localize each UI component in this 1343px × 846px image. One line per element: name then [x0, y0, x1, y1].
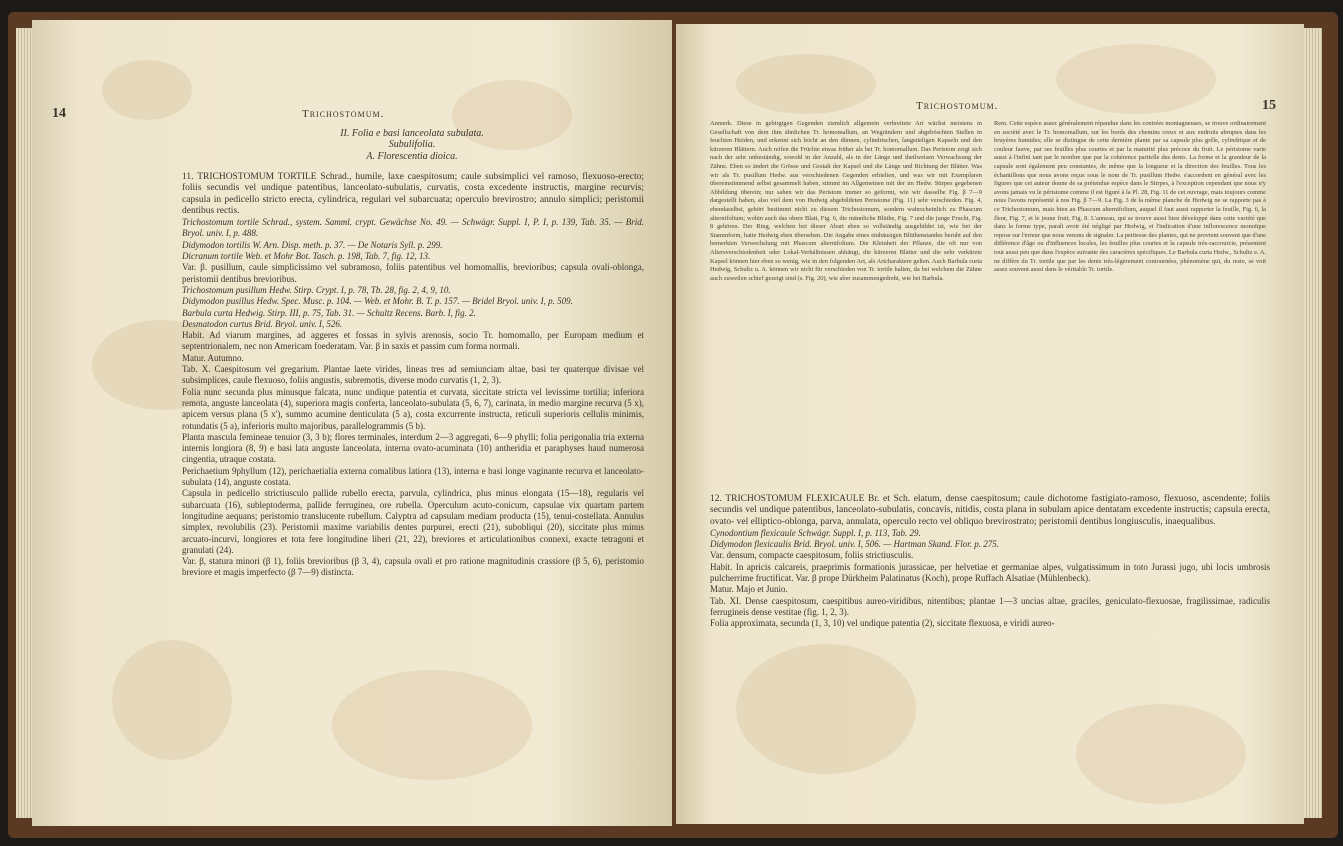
synonym: Barbula curta Hedwig. Stirp. III, p. 75, Tab. 31. — Schultz Recens. Barb. I, fig. 2.: [182, 307, 476, 318]
left-page-body: [182, 128, 642, 162]
plate-paragraph: Tab. X. Caespitosum vel gregarium. Plantae laete virides, lineas tres ad semiunciam altae, basi ter quaterque divisae vel subsimplices, caule flexuoso, foliis angustis, subremotis, diverse modo curvatis (1, 2, 3).: [182, 364, 644, 386]
page-edges-right: [1304, 28, 1322, 818]
running-head: Trichostomum.: [302, 108, 385, 120]
synonym: Didymodon tortilis W. Arn. Disp. meth. p. 37. — De Notaris Syll. p. 299.: [182, 239, 443, 250]
habitat-paragraph: Habit. In apricis calcareis, praeprimis formationis jurassicae, per helvetiae et germaniae alpes, vulgatissimum in toto Jurassi jugo, ubi locis umbrosis pulcherrime fructificat. Var. β prope Dürkheim Palatinatus (Koch), prope Ruffach Alsatiae (Mühlenbeck).: [710, 561, 1270, 584]
right-page-text: [710, 494, 1270, 630]
left-page-text: [182, 172, 644, 579]
foxing-stain: [736, 644, 916, 774]
synonym: Desmatodon curtus Brid. Bryol. univ. I, 526.: [182, 318, 343, 329]
foxing-stain: [1056, 44, 1216, 114]
synonym: Trichostomum tortile Schrad., system. Samml. crypt. Gewächse No. 49. — Schwägr. Suppl. I, P. I, p. 139, Tab. 35. — Brid. Bryol. univ. I, p. 488.: [182, 217, 644, 239]
foxing-stain: [112, 640, 232, 760]
right-page: [676, 24, 1304, 824]
species-description: 11. TRICHOSTOMUM TORTILE Schrad., humile, laxe caespitosum; caule subsimplici vel ramoso, flexuoso-erecto; foliis secundis vel undique patentibus, lanceolato-subulatis, curvatis, costa excedente instructis, margine recurvis; capsula in pedicello stricto erecta, cylindrica, regulari vel subarcuata; operculo brevirostro; annulo simplici; peristomii dentibus rectis.: [182, 172, 644, 216]
synonym: Didymodon flexicaulis Brid. Bryol. univ. I, 506. — Hartman Skand. Flor. p. 275.: [710, 539, 1000, 550]
synonym: Dicranum tortile Web. et Mohr Bot. Tasch. p. 198, Tab. 7, fig. 12, 13.: [182, 251, 431, 262]
foxing-stain: [102, 60, 192, 120]
foxing-stain: [332, 670, 532, 780]
variety-description: Var. β. pusillum, caule simplicissimo vel subramoso, foliis patentibus vel homomallis, brevioribus; capsula ovali-oblonga, peristomii dentibus brevioribus.: [182, 262, 644, 284]
synonym: Didymodon pusillus Hedw. Spec. Musc. p. 104. — Web. et Mohr. B. T. p. 157. — Bridel Bryol. univ. I, p. 509.: [182, 296, 573, 307]
subsection-title: A. Florescentia dioica.: [366, 150, 458, 162]
running-head: Trichostomum.: [916, 100, 999, 112]
maturity-line: Matur. Autumno.: [182, 352, 244, 363]
habitat-paragraph: Habit. Ad viarum margines, ad aggeres et fossas in sylvis arenosis, socio Tr. homomallo, per Europam medium et septentrionalem, nec non Americam foederatam. Var. β in saxis et passim cum forma normali.: [182, 330, 644, 352]
section-subtitle: Subulifolia.: [388, 139, 436, 151]
french-remarks-column: Rem. Cette espèce assez généralement répandue dans les contrées montagneuses, se trouve ordinairement en société avec le Tr. homomallum, sur les bords des chemins creux et aux endroits abruptes dans les bruyères humides; elle se distingue de cette dernière plante par sa capsule plus grêle, cylindrique et de couleur fauve, par ses feuilles plus courtes et par la maturité plus précoce du fruit. Le péristome varie aussi à l'infini tant par le nombre que par la cohérence partielle des dents. La forme et la grandeur de la capsule sont également peu constantes, de même que la longueur et la direction des feuilles. Tous les échantillons que nous avons reçus sous le nom de Tr. pusillum Hedw. s'accordent en général avec les figures que cet auteur donne de sa prétendue espèce dans le Stirpes, à l'exception cependant que nous n'y avons jamais vu le péristome comme il est figuré à la Pl. 28, Fig. 11 de cet ouvrage, mais toujours comme nous l'avons représenté à nos Fig. β 7—9. La Fig. 3 de la même planche de Hedwig ne se rapporte pas à ce Trichostomum, mais bien au Phascum alternifolium, auquel il faut aussi rapporter la feuille, Fig. 6, la fleur, Fig. 7, et le jeune fruit, Fig. 8. L'anneau, qui se trouve aussi bien développé dans cette variété que dans la forme type, paraît avoir été négligé par Hedwig, et l'indication d'une inflorescence monoïque repose sur l'erreur que nous venons de signaler. La petitesse des plantes, qui ne provient souvent que d'une différence d'âge ou d'influences locales, les feuilles plus courtes et la capsule très-raccourcie, présentent tout aussi peu que dans l'espèce suivante des caractères spécifiques. Le Barbula curta Hedw., Schultz e. A. ne diffère du Tr. tortile que par les dents très-légèrement contournées, phénomène qui, du reste, se voit assez souvent aussi dans le véritable Tr. tortile.: [994, 120, 1266, 274]
foxing-stain: [736, 54, 876, 114]
variety-description: Var. densum, compacte caespitosum, foliis strictiusculis.: [710, 550, 914, 561]
male-plant-paragraph: Planta mascula femineae tenuior (3, 3 b); flores terminales, interdum 2—3 aggregati, 6—9 phylli; folia perigonalia tria externa internis longiora (8, 9) e basi lata anguste lanceolata, interna ovato-acuminata (10) antheridia et paraphyses haud numerosa cingentia, utraque costata.: [182, 431, 644, 465]
capsule-paragraph: Capsula in pedicello strictiusculo pallide rubello erecta, parvula, cylindrica, plus minus elongata (15—18), regularis vel subarcuata (16), subleptoderma, pallide ferruginea, ore rubella. Operculum acuto-conicum, capsulae vix quartam partem longitudine aequans; peristomio translucente rubellum. Calyptra ad capsulam mediam producta (15), tenui-costellata. Annulus simplex, revolubilis (23). Peristomii maxime variabilis dentes purpurei, erecti (21), subobliqui (20), siccitate plus minus arcuato-incurvi, longiores et tota fere longitudine liberi (21, 22), breviores et articulationibus connexi, exacte tetragoni et granulati (24).: [182, 488, 644, 555]
german-remarks-column: Anmerk. Diese in gebirgigen Gegenden ziemlich allgemein verbreitete Art wächst meistens in Gesellschaft von dem ihm ähnlichen Tr. homomallum, an Wegrändern und abgeböschten Stellen in feuchten Heiden, und erkennt sich leicht an den dünnen, cylindrischen, langstieligen Kapseln und den kürzeren Blättern. Auch reifen die Früchte etwas früher als bei Tr. homomallum. Das Peristom zeigt sich nach der sehr unbeständig, sowohl in der Anzahl, als in der Länge und theilweisen Verwachsung der Zähne. Eben so ändert die Grösse und Gestalt der Kapsel und die Länge und Richtung der Blätter. Was wir als Tr. pusillum Hedw. aus verschiedenen Gegenden erhielten, und was wir mit Exemplaren übereinstimmend selbst gesammelt haben, stimmt im Allgemeinen mit der im Hedw. Stirpes gegebenen Abbildung überein; nur sahen wir das Peristom immer so geformt, wie wir dasselbe Fig. β 7—9 dargestellt haben, also viel dem von Hedwig abgebildeten Peristome (Fig. 11) sehr verschieden. Fig. 4, ebendaselbst, gehört bestimmt nicht zu diesem Trichostomum, sondern wahrscheinlich zu Phascum alternifolium; wohin auch das obere Blatt, Fig. 6, die männliche Blüthe, Fig. 7 und die junge Frucht, Fig. 8 gehören. Der Ring, welchen bei dieser Abart eben so vollständig ausgebildet ist, wie bei der Stammform, hatte Hedwig eben übersehen. Die Angabe eines einhäusigen Blüthenstandes beruht auf den bemerkten Verwechslung mit Phascum alternifolium. Die Kleinheit der Pflanze, die oft nur von Altersverschiedenheit oder Lokal-Verhältnissen abhängt, die kürzeren Blätter und die sehr verkürzte Kapsel können hier eben so wenig, wie in den folgenden Art, als Artcharaktere gelten. Auch Barbula curta Hedwig, Schultz u. A. können wir nicht für verschieden von Tr. tortile halten, da bei welchem die Zähne auch zuweilen schief gezeigt sind (s. Fig. 20), wie aber zusammengedreht, wie bei Barbula.: [710, 120, 982, 282]
leaves-paragraph: Folia nunc secunda plus minusque falcata, nunc undique patentia et curvata, siccitate stricta vel levissime tortilia; inferiora remota, anguste lanceolata (4), superiora magis conferta, lanceolato-subulata (5, 6, 7), carinata, in medio margine recurva (5 x), apicem versus plana (5 x'), summo acumine denticulata (5 a), costa excurrente instructa, reticuli superioris cellulis minimis, rotundatis (5 a), inferioris multo majoribus, parallelogrammis (5 b).: [182, 386, 644, 431]
page-number: 14: [52, 106, 66, 121]
synonym: Trichostomum pusillum Hedw. Stirp. Crypt. I, p. 78, Tb. 28, fig. 2, 4, 9, 10.: [182, 284, 451, 295]
leaves-paragraph: Folia approximata, secunda (1, 3, 10) vel undique patentia (2), siccitate flexuosa, e viridi aureo-: [710, 618, 1055, 629]
synonym: Cynodontium flexicaule Schwägr. Suppl. I, p. 113, Tab. 29.: [710, 527, 921, 538]
page-number: 15: [1262, 98, 1276, 113]
perichaetium-paragraph: Perichaetium 9phyllum (12), perichaetialia externa comalibus latiora (13), interna e basi longe vaginante recurva et lanceolato-subulata (14), anguste costata.: [182, 465, 644, 488]
foxing-stain: [1076, 704, 1246, 804]
maturity-line: Matur. Majo et Junio.: [710, 584, 788, 595]
section-title: II. Folia e basi lanceolata subulata.: [340, 128, 484, 139]
species-description: 12. TRICHOSTOMUM FLEXICAULE Br. et Sch. elatum, dense caespitosum; caule dichotome fastigiato-ramoso, flexuoso, ascendente; foliis secundis vel undique patentibus, lanceolato-subulatis, concavis, nitidis, costa plana in subulam apice dentatam excedente instructis; capsula erecta, ovato- vel elliptico-oblonga, parva, annulata, operculo recto vel obliquo brevirostrato; peristomii dentibus longiusculis, inaequalibus.: [710, 494, 1270, 527]
variety-paragraph: Var. β, statura minori (β 1), foliis brevioribus (β 3, 4), capsula ovali et pro ratione magnitudinis crassiore (β 5, 6), peristomio breviore et magis imperfecto (β 7—9) distincta.: [182, 556, 644, 578]
left-page: [32, 20, 672, 826]
plate-paragraph: Tab. XI. Dense caespitosum, caespitibus aureo-viridibus, nitentibus; plantae 1—3 uncias altae, graciles, geniculato-flexuosae, fragilissimae, radiculis ferrugineis dense vestitae (fig. 1, 2, 3).: [710, 595, 1270, 617]
